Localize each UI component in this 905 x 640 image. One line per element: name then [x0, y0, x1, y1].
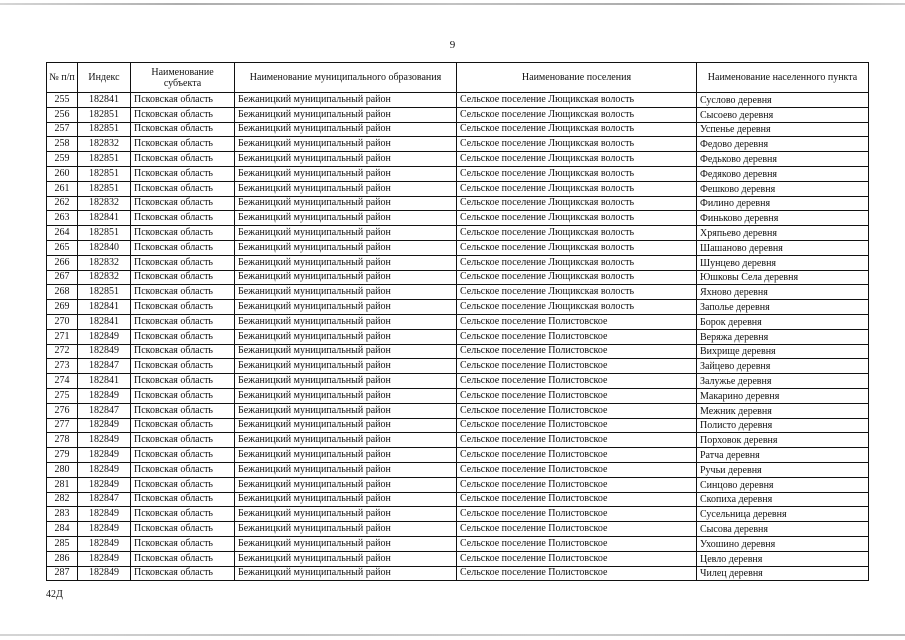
cell-subject: Псковская область [131, 492, 235, 507]
cell-settlement: Сельское поселение Лющикская волость [457, 152, 697, 167]
cell-municipality: Бежаницкий муниципальный район [235, 403, 457, 418]
cell-settlement: Сельское поселение Полистовское [457, 507, 697, 522]
cell-settlement: Сельское поселение Лющикская волость [457, 255, 697, 270]
cell-num: 283 [47, 507, 78, 522]
cell-index: 182832 [78, 255, 131, 270]
cell-index: 182832 [78, 196, 131, 211]
cell-index: 182841 [78, 374, 131, 389]
cell-settlement: Сельское поселение Полистовское [457, 522, 697, 537]
cell-subject: Псковская область [131, 462, 235, 477]
cell-index: 182832 [78, 137, 131, 152]
cell-municipality: Бежаницкий муниципальный район [235, 433, 457, 448]
cell-settlement: Сельское поселение Лющикская волость [457, 122, 697, 137]
cell-index: 182841 [78, 211, 131, 226]
cell-num: 266 [47, 255, 78, 270]
cell-index: 182851 [78, 166, 131, 181]
cell-locality: Сусельница деревня [697, 507, 869, 522]
cell-num: 285 [47, 536, 78, 551]
cell-locality: Полисто деревня [697, 418, 869, 433]
cell-settlement: Сельское поселение Полистовское [457, 388, 697, 403]
cell-num: 262 [47, 196, 78, 211]
table-row [47, 300, 869, 315]
cell-municipality: Бежаницкий муниципальный район [235, 448, 457, 463]
cell-num: 257 [47, 122, 78, 137]
cell-index: 182849 [78, 433, 131, 448]
cell-locality: Цевло деревня [697, 551, 869, 566]
cell-municipality: Бежаницкий муниципальный район [235, 522, 457, 537]
table-row [47, 418, 869, 433]
table-row [47, 314, 869, 329]
cell-municipality: Бежаницкий муниципальный район [235, 507, 457, 522]
table-header-row [47, 63, 869, 93]
cell-subject: Псковская область [131, 300, 235, 315]
cell-index: 182849 [78, 344, 131, 359]
cell-locality: Юшковы Села деревня [697, 270, 869, 285]
cell-municipality: Бежаницкий муниципальный район [235, 536, 457, 551]
cell-municipality: Бежаницкий муниципальный район [235, 255, 457, 270]
cell-subject: Псковская область [131, 374, 235, 389]
cell-settlement: Сельское поселение Лющикская волость [457, 196, 697, 211]
cell-subject: Псковская область [131, 329, 235, 344]
cell-num: 276 [47, 403, 78, 418]
cell-municipality: Бежаницкий муниципальный район [235, 477, 457, 492]
cell-subject: Псковская область [131, 255, 235, 270]
cell-settlement: Сельское поселение Полистовское [457, 492, 697, 507]
cell-index: 182849 [78, 418, 131, 433]
cell-locality: Хряпьево деревня [697, 226, 869, 241]
cell-locality: Суслово деревня [697, 93, 869, 108]
cell-municipality: Бежаницкий муниципальный район [235, 285, 457, 300]
table-row [47, 448, 869, 463]
cell-locality: Успенье деревня [697, 122, 869, 137]
table-row [47, 166, 869, 181]
cell-num: 267 [47, 270, 78, 285]
cell-subject: Псковская область [131, 388, 235, 403]
table-row [47, 255, 869, 270]
table-row [47, 196, 869, 211]
table-row [47, 374, 869, 389]
cell-num: 260 [47, 166, 78, 181]
cell-municipality: Бежаницкий муниципальный район [235, 359, 457, 374]
cell-index: 182847 [78, 492, 131, 507]
cell-municipality: Бежаницкий муниципальный район [235, 418, 457, 433]
cell-num: 261 [47, 181, 78, 196]
cell-settlement: Сельское поселение Полистовское [457, 329, 697, 344]
cell-municipality: Бежаницкий муниципальный район [235, 122, 457, 137]
cell-municipality: Бежаницкий муниципальный район [235, 196, 457, 211]
scan-edge-bottom [0, 634, 905, 636]
cell-municipality: Бежаницкий муниципальный район [235, 388, 457, 403]
cell-municipality: Бежаницкий муниципальный район [235, 300, 457, 315]
cell-locality: Зайцево деревня [697, 359, 869, 374]
cell-index: 182849 [78, 522, 131, 537]
cell-subject: Псковская область [131, 181, 235, 196]
cell-subject: Псковская область [131, 418, 235, 433]
table-row [47, 566, 869, 581]
cell-index: 182849 [78, 551, 131, 566]
cell-municipality: Бежаницкий муниципальный район [235, 93, 457, 108]
cell-municipality: Бежаницкий муниципальный район [235, 166, 457, 181]
cell-index: 182851 [78, 122, 131, 137]
cell-municipality: Бежаницкий муниципальный район [235, 152, 457, 167]
cell-settlement: Сельское поселение Лющикская волость [457, 181, 697, 196]
settlements-table [46, 62, 869, 581]
table-body [47, 93, 869, 581]
cell-index: 182849 [78, 462, 131, 477]
cell-subject: Псковская область [131, 122, 235, 137]
cell-settlement: Сельское поселение Лющикская волость [457, 137, 697, 152]
cell-settlement: Сельское поселение Полистовское [457, 344, 697, 359]
cell-index: 182851 [78, 181, 131, 196]
cell-index: 182847 [78, 403, 131, 418]
table-row [47, 93, 869, 108]
cell-settlement: Сельское поселение Полистовское [457, 448, 697, 463]
cell-locality: Яхново деревня [697, 285, 869, 300]
cell-municipality: Бежаницкий муниципальный район [235, 270, 457, 285]
cell-subject: Псковская область [131, 507, 235, 522]
cell-subject: Псковская область [131, 166, 235, 181]
cell-subject: Псковская область [131, 107, 235, 122]
cell-subject: Псковская область [131, 448, 235, 463]
cell-settlement: Сельское поселение Лющикская волость [457, 285, 697, 300]
cell-num: 282 [47, 492, 78, 507]
cell-settlement: Сельское поселение Полистовское [457, 477, 697, 492]
cell-subject: Псковская область [131, 477, 235, 492]
cell-subject: Псковская область [131, 536, 235, 551]
cell-locality: Фешково деревня [697, 181, 869, 196]
table-row [47, 388, 869, 403]
cell-locality: Вихрище деревня [697, 344, 869, 359]
cell-index: 182849 [78, 507, 131, 522]
cell-locality: Шунцево деревня [697, 255, 869, 270]
cell-subject: Псковская область [131, 344, 235, 359]
table-row [47, 285, 869, 300]
cell-index: 182841 [78, 93, 131, 108]
cell-municipality: Бежаницкий муниципальный район [235, 240, 457, 255]
cell-num: 264 [47, 226, 78, 241]
cell-subject: Псковская область [131, 226, 235, 241]
cell-settlement: Сельское поселение Лющикская волость [457, 166, 697, 181]
cell-num: 280 [47, 462, 78, 477]
table-row [47, 507, 869, 522]
cell-num: 263 [47, 211, 78, 226]
cell-index: 182851 [78, 107, 131, 122]
table-row [47, 107, 869, 122]
cell-municipality: Бежаницкий муниципальный район [235, 107, 457, 122]
cell-num: 258 [47, 137, 78, 152]
cell-locality: Макарино деревня [697, 388, 869, 403]
cell-municipality: Бежаницкий муниципальный район [235, 314, 457, 329]
cell-municipality: Бежаницкий муниципальный район [235, 226, 457, 241]
cell-settlement: Сельское поселение Полистовское [457, 462, 697, 477]
cell-subject: Псковская область [131, 196, 235, 211]
cell-locality: Федяково деревня [697, 166, 869, 181]
cell-municipality: Бежаницкий муниципальный район [235, 344, 457, 359]
cell-subject: Псковская область [131, 93, 235, 108]
cell-subject: Псковская область [131, 359, 235, 374]
cell-subject: Псковская область [131, 433, 235, 448]
cell-locality: Залужье деревня [697, 374, 869, 389]
header-num: № п/п [47, 63, 78, 93]
cell-locality: Заполье деревня [697, 300, 869, 315]
table-row [47, 551, 869, 566]
cell-locality: Ухошино деревня [697, 536, 869, 551]
table-row [47, 329, 869, 344]
cell-index: 182841 [78, 314, 131, 329]
cell-settlement: Сельское поселение Полистовское [457, 433, 697, 448]
cell-municipality: Бежаницкий муниципальный район [235, 551, 457, 566]
cell-municipality: Бежаницкий муниципальный район [235, 492, 457, 507]
cell-index: 182840 [78, 240, 131, 255]
page-number: 9 [449, 39, 456, 51]
cell-settlement: Сельское поселение Лющикская волость [457, 226, 697, 241]
cell-index: 182849 [78, 477, 131, 492]
cell-municipality: Бежаницкий муниципальный район [235, 329, 457, 344]
cell-municipality: Бежаницкий муниципальный район [235, 137, 457, 152]
cell-settlement: Сельское поселение Лющикская волость [457, 93, 697, 108]
cell-locality: Федово деревня [697, 137, 869, 152]
cell-settlement: Сельское поселение Лющикская волость [457, 211, 697, 226]
table-row [47, 359, 869, 374]
cell-locality: Федьково деревня [697, 152, 869, 167]
table-row [47, 403, 869, 418]
header-municipality: Наименование муниципального образования [235, 63, 457, 93]
cell-locality: Филино деревня [697, 196, 869, 211]
cell-num: 286 [47, 551, 78, 566]
cell-num: 270 [47, 314, 78, 329]
table-row [47, 137, 869, 152]
cell-num: 279 [47, 448, 78, 463]
table-row [47, 344, 869, 359]
cell-num: 265 [47, 240, 78, 255]
cell-index: 182849 [78, 536, 131, 551]
cell-subject: Псковская область [131, 270, 235, 285]
cell-index: 182851 [78, 285, 131, 300]
cell-settlement: Сельское поселение Полистовское [457, 566, 697, 581]
cell-index: 182849 [78, 566, 131, 581]
cell-settlement: Сельское поселение Полистовское [457, 359, 697, 374]
cell-num: 255 [47, 93, 78, 108]
cell-subject: Псковская область [131, 285, 235, 300]
cell-locality: Финьково деревня [697, 211, 869, 226]
cell-municipality: Бежаницкий муниципальный район [235, 181, 457, 196]
table-row [47, 226, 869, 241]
cell-subject: Псковская область [131, 152, 235, 167]
header-locality: Наименование населенного пункта [697, 63, 869, 93]
cell-subject: Псковская область [131, 211, 235, 226]
cell-num: 271 [47, 329, 78, 344]
cell-settlement: Сельское поселение Лющикская волость [457, 300, 697, 315]
cell-num: 277 [47, 418, 78, 433]
cell-subject: Псковская область [131, 240, 235, 255]
cell-num: 268 [47, 285, 78, 300]
cell-index: 182841 [78, 300, 131, 315]
table-row [47, 240, 869, 255]
cell-num: 278 [47, 433, 78, 448]
cell-subject: Псковская область [131, 403, 235, 418]
table-row [47, 270, 869, 285]
footer-code: 42Д [46, 589, 63, 600]
cell-locality: Синцово деревня [697, 477, 869, 492]
cell-locality: Ручьи деревня [697, 462, 869, 477]
table-row [47, 462, 869, 477]
cell-subject: Псковская область [131, 566, 235, 581]
cell-subject: Псковская область [131, 314, 235, 329]
cell-index: 182851 [78, 226, 131, 241]
cell-num: 272 [47, 344, 78, 359]
cell-num: 256 [47, 107, 78, 122]
cell-num: 281 [47, 477, 78, 492]
cell-locality: Межник деревня [697, 403, 869, 418]
cell-municipality: Бежаницкий муниципальный район [235, 462, 457, 477]
table-row [47, 536, 869, 551]
scan-edge-top [0, 3, 905, 5]
cell-settlement: Сельское поселение Лющикская волость [457, 240, 697, 255]
table-row [47, 433, 869, 448]
cell-index: 182849 [78, 388, 131, 403]
cell-settlement: Сельское поселение Лющикская волость [457, 107, 697, 122]
cell-locality: Сысоево деревня [697, 107, 869, 122]
cell-num: 284 [47, 522, 78, 537]
cell-index: 182847 [78, 359, 131, 374]
cell-settlement: Сельское поселение Полистовское [457, 418, 697, 433]
cell-locality: Чилец деревня [697, 566, 869, 581]
cell-index: 182849 [78, 448, 131, 463]
cell-num: 259 [47, 152, 78, 167]
cell-locality: Борок деревня [697, 314, 869, 329]
table-row [47, 477, 869, 492]
cell-settlement: Сельское поселение Полистовское [457, 314, 697, 329]
cell-locality: Порховок деревня [697, 433, 869, 448]
cell-locality: Скопиха деревня [697, 492, 869, 507]
table-row [47, 152, 869, 167]
cell-num: 273 [47, 359, 78, 374]
cell-num: 269 [47, 300, 78, 315]
cell-index: 182851 [78, 152, 131, 167]
cell-settlement: Сельское поселение Полистовское [457, 536, 697, 551]
cell-num: 275 [47, 388, 78, 403]
cell-subject: Псковская область [131, 551, 235, 566]
table-row [47, 181, 869, 196]
cell-subject: Псковская область [131, 522, 235, 537]
table-row [47, 522, 869, 537]
cell-municipality: Бежаницкий муниципальный район [235, 566, 457, 581]
cell-index: 182849 [78, 329, 131, 344]
cell-num: 274 [47, 374, 78, 389]
header-settlement: Наименование поселения [457, 63, 697, 93]
cell-locality: Ратча деревня [697, 448, 869, 463]
cell-settlement: Сельское поселение Полистовское [457, 403, 697, 418]
cell-settlement: Сельское поселение Полистовское [457, 551, 697, 566]
cell-locality: Веряжа деревня [697, 329, 869, 344]
table-row [47, 122, 869, 137]
header-index: Индекс [78, 63, 131, 93]
table-row [47, 211, 869, 226]
cell-num: 287 [47, 566, 78, 581]
cell-subject: Псковская область [131, 137, 235, 152]
cell-settlement: Сельское поселение Лющикская волость [457, 270, 697, 285]
table-row [47, 492, 869, 507]
cell-municipality: Бежаницкий муниципальный район [235, 374, 457, 389]
cell-index: 182832 [78, 270, 131, 285]
cell-locality: Шашаново деревня [697, 240, 869, 255]
cell-settlement: Сельское поселение Полистовское [457, 374, 697, 389]
cell-locality: Сысова деревня [697, 522, 869, 537]
header-subject: Наименование субъекта [131, 63, 235, 93]
cell-municipality: Бежаницкий муниципальный район [235, 211, 457, 226]
